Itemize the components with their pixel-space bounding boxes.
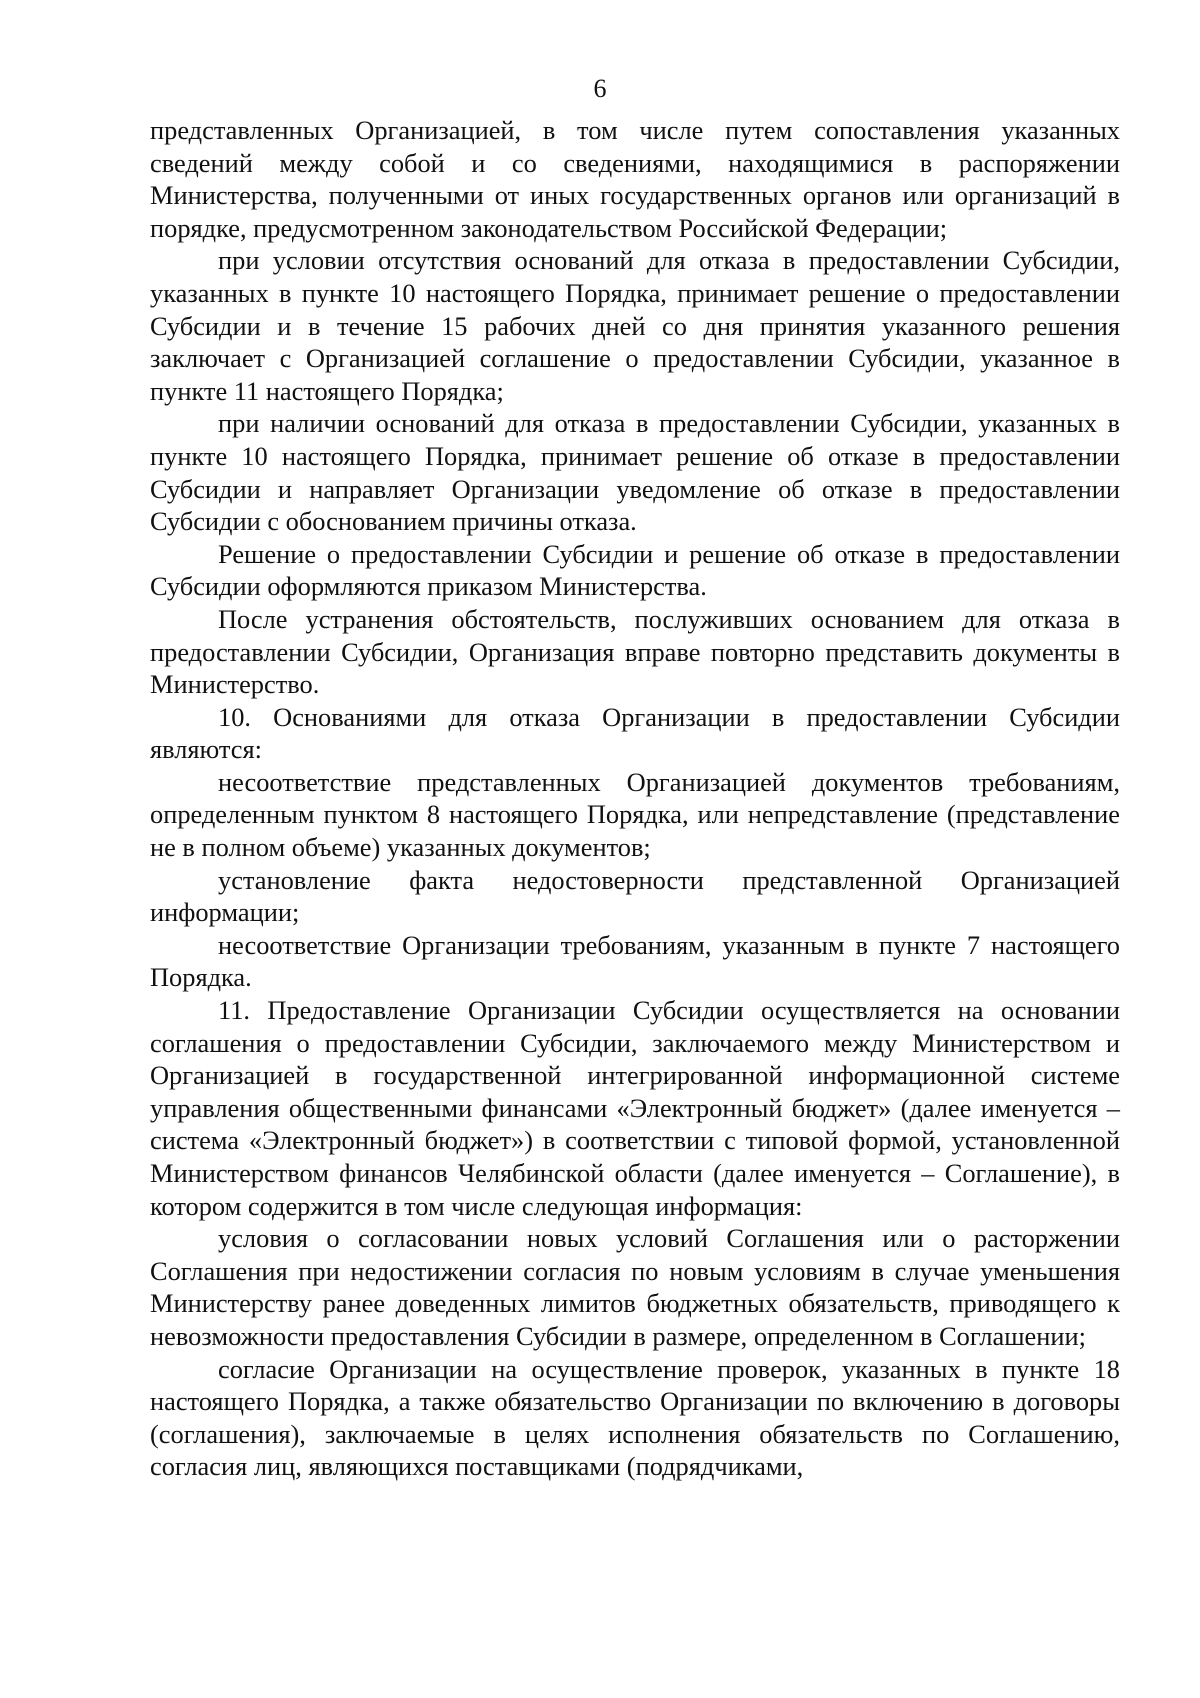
paragraph-4: Решение о предоставлении Субсидии и решение об отказе в предоставлении Субсидии оформляются приказом Министерства. [150, 538, 1120, 602]
paragraph-8: установление факта недостоверности представленной Организацией информации; [150, 864, 1120, 928]
paragraph-9: несоответствие Организации требованиям, указанным в пункте 7 настоящего Порядка. [150, 929, 1120, 993]
paragraph-6: 10. Основаниями для отказа Организации в предоставлении Субсидии являются: [150, 701, 1120, 765]
paragraph-7: несоответствие представленных Организацией документов требованиям, определенным пунктом 8 настоящего Порядка, или непредставление (представление не в полном объеме) указанных документов; [150, 766, 1120, 863]
paragraph-12: согласие Организации на осуществление проверок, указанных в пункте 18 настоящего Порядка, а также обязательство Организации по включению в договоры (соглашения), заключаемые в целях исполнения обязательств по Соглашению, согласия лиц, являющихся поставщиками (подрядчиками, [150, 1353, 1120, 1482]
paragraph-1: представленных Организацией, в том числе путем сопоставления указанных сведений между собой и со сведениями, находящимися в распоряжении Министерства, полученными от иных государственных органов или организаций в порядке, предусмотренном законодательством Российской Федерации; [150, 115, 1120, 243]
paragraph-5: После устранения обстоятельств, послуживших основанием для отказа в предоставлении Субсидии, Организация вправе повторно представить документы в Министерство. [150, 603, 1120, 700]
document-body [150, 114, 1120, 1483]
page-number: 6 [593, 74, 607, 103]
paragraph-3: при наличии оснований для отказа в предоставлении Субсидии, указанных в пункте 10 настоящего Порядка, принимает решение об отказе в предоставлении Субсидии и направляет Организации уведомление об отказе в предоставлении Субсидии с обоснованием причины отказа. [150, 408, 1120, 537]
paragraph-10: 11. Предоставление Организации Субсидии осуществляется на основании соглашения о предоставлении Субсидии, заключаемого между Министерством и Организацией в государственной интегрированной информационной системе управления общественными финансами «Электронный бюджет» (далее именуется – система «Электронный бюджет») в соответствии с типовой формой, установленной Министерством финансов Челябинской области (далее именуется – Соглашение), в котором содержится в том числе следующая информация: [150, 995, 1120, 1221]
paragraph-11: условия о согласовании новых условий Соглашения или о расторжении Соглашения при недостижении согласия по новым условиям в случае уменьшения Министерству ранее доведенных лимитов бюджетных обязательств, приводящего к невозможности предоставления Субсидии в размере, определенном в Соглашении; [150, 1223, 1120, 1351]
paragraph-2: при условии отсутствия оснований для отказа в предоставлении Субсидии, указанных в пункте 10 настоящего Порядка, принимает решение о предоставлении Субсидии и в течение 15 рабочих дней со дня принятия указанного решения заключает с Организацией соглашение о предоставлении Субсидии, указанное в пункте 11 настоящего Порядка; [150, 245, 1120, 406]
